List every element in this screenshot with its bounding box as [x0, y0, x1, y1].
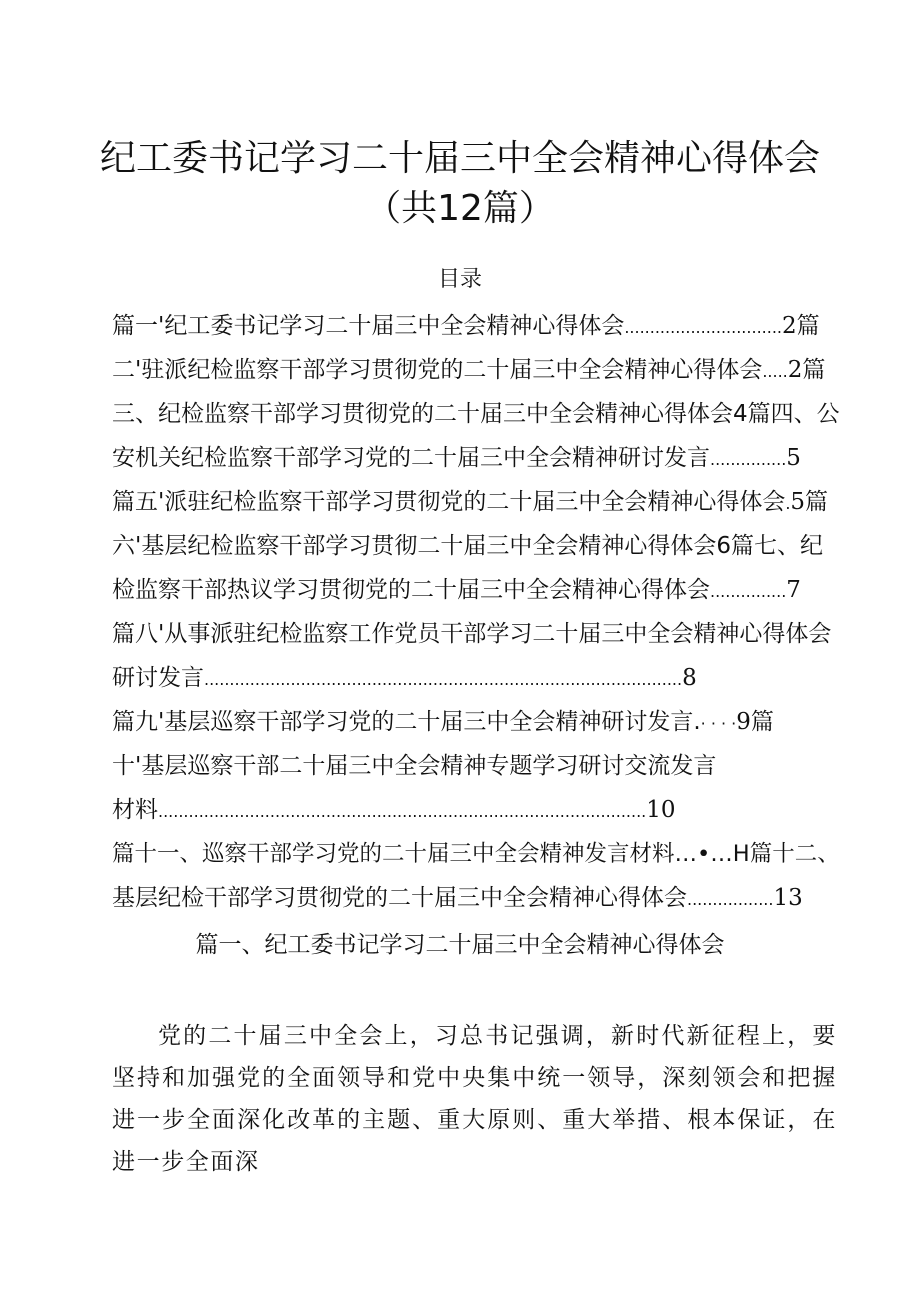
- toc-line: [112, 573, 801, 607]
- section-title: 篇一、纪工委书记学习二十届三中全会精神心得体会: [195, 932, 725, 958]
- toc-line: [112, 617, 831, 651]
- toc-entry-text: 基层纪检干部学习贯彻党的二十届三中全会精神心得体会: [112, 885, 687, 911]
- toc-line: [112, 309, 820, 343]
- toc-line: [112, 881, 803, 915]
- toc-entry-text: 研讨发言: [112, 665, 204, 691]
- toc-leader-dots: .: [785, 494, 791, 513]
- body-paragraph: 党的二十届三中全会上，习总书记强调，新时代新征程上，要坚持和加强党的全面领导和党中央集中统一领导，深刻领会和把握进一步全面深化改革的主题、重大原则、重大举措、根本保证，在进一步全面深: [112, 1023, 837, 1175]
- toc-entry-text: 篇八'从事派驻纪检监察工作党员干部学习二十届三中全会精神心得体会: [112, 621, 832, 647]
- toc-line: [112, 353, 825, 387]
- toc-leader-dots: · · · ·: [700, 714, 737, 733]
- toc-entry-text: 篇一'纪工委书记学习二十届三中全会精神心得体会: [112, 313, 625, 339]
- toc-line: [112, 485, 828, 519]
- toc-leader-dots: ...............................: [624, 318, 782, 337]
- toc-page-number: 13: [773, 885, 803, 911]
- toc-line: [112, 837, 840, 871]
- toc-entry-text: 篇十一、巡察干部学习党的二十届三中全会精神发言材料…•…H篇十二、: [112, 841, 840, 867]
- toc-entry-text: 二'驻派纪检监察干部学习贯彻党的二十届三中全会精神心得体会: [112, 357, 763, 383]
- toc-entry-text: 材料: [112, 797, 158, 823]
- toc-leader-dots: ..............................................................................................: [204, 670, 683, 689]
- toc-line: [112, 529, 823, 563]
- toc-page-number: 9篇: [736, 709, 774, 735]
- toc-line: [112, 441, 801, 475]
- document-title-line1: 纪工委书记学习二十届三中全会精神心得体会: [99, 138, 820, 179]
- toc-entry-text: 三、纪检监察干部学习贯彻党的二十届三中全会精神心得体会4篇四、公: [112, 401, 840, 427]
- toc-page-number: 2篇: [787, 357, 826, 383]
- document-title-line2: （共12篇）: [365, 188, 555, 229]
- toc-entry-text: 检监察干部热议学习贯彻党的二十届三中全会精神心得体会: [112, 577, 710, 603]
- toc-leader-dots: ...............: [710, 450, 787, 469]
- toc-leader-dots: ...............: [710, 582, 787, 601]
- toc-page-number: 7: [786, 577, 801, 603]
- toc-line: [112, 661, 697, 695]
- toc-entry-text: 篇九'基层巡察干部学习党的二十届三中全会精神研讨发言.: [112, 709, 701, 735]
- toc-line: [112, 397, 840, 431]
- toc-line: [112, 705, 774, 739]
- toc-entry-text: 安机关纪检监察干部学习党的二十届三中全会精神研讨发言: [112, 445, 710, 471]
- toc-page-number: 10: [646, 797, 676, 823]
- toc-page-number: 5篇: [790, 489, 829, 515]
- toc-entry-text: 十'基层巡察干部二十届三中全会精神专题学习研讨交流发言: [112, 753, 717, 779]
- toc-entry-text: 篇五'派驻纪检监察干部学习贯彻党的二十届三中全会精神心得体会: [112, 489, 786, 515]
- toc-leader-dots: ................................................................................................: [158, 802, 647, 821]
- toc-leader-dots: .....: [762, 362, 788, 381]
- toc-page-number: 5: [786, 445, 801, 471]
- toc-line: [112, 749, 716, 783]
- toc-page-number: 8: [682, 665, 697, 691]
- toc-line: [112, 793, 676, 827]
- toc-page-number: 2篇: [782, 313, 820, 339]
- toc-heading: 目录: [437, 267, 482, 292]
- toc-entry-text: 六'基层纪检监察干部学习贯彻二十届三中全会精神心得体会6篇七、纪: [112, 533, 823, 559]
- toc-leader-dots: .................: [687, 890, 774, 909]
